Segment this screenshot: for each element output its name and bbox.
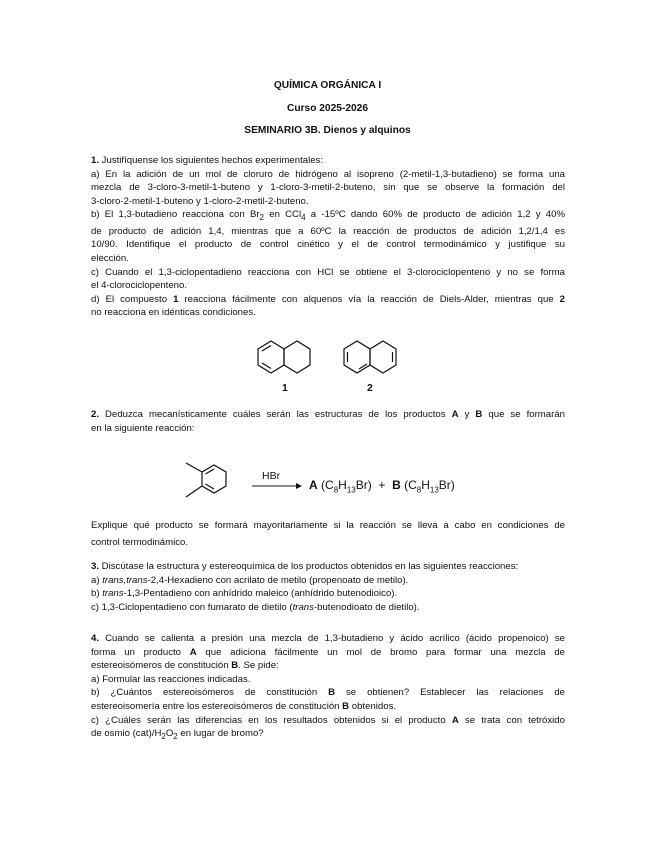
q2-text2: que se formarán [482,409,565,420]
q4-number: 4. [91,633,100,644]
q4-b-line1 [91,686,565,700]
question-3 [91,560,565,614]
q4-l2-post: que adiciona fácilmente un mol de bromo para formar una mezcla de [196,646,565,658]
q4-c2-pre: de osmio (cat)/H [91,728,162,740]
q1-c-line1: c) Cuando el 1,3-ciclopentadieno reacciona con HCl se obtiene el 3-clorociclopenteno y no se forma [91,266,565,278]
q1-a-line3: 3-cloro-2-metil-1-buteno y 1-cloro-2-metil-2-buteno. [91,195,309,207]
q4-l2-pre: forma un producto [91,646,190,658]
q4-b2-B: B [342,700,350,712]
q2-y: y [458,409,476,420]
q1-b-text: b) El 1,3-butadieno reacciona con Br [91,209,260,221]
q4-c-post: se trata con tetróxido [458,714,565,726]
q3-b-pre: b) [91,588,103,600]
q4-b2-pre: estereoisomería entre los estereoisómeros de constitución [91,700,343,712]
product-B-c-count: 8 [416,485,422,495]
q1-b-line4: elección. [91,253,129,265]
q2-B: B [475,409,483,420]
products-line [309,478,455,494]
product-A-formula-start: (C [321,478,334,492]
q1-b-sub2: 4 [301,213,306,223]
q2-text: Deduzca mecanísticamente cuáles serán las estructuras de los productos [99,409,452,420]
reagent-label: HBr [262,470,281,482]
product-A-formula-end: Br) [355,478,372,492]
q2-explain-line1: Explique qué producto se formará mayoritariamente si la reacción se lleva a cabo en condiciones de [91,520,565,531]
seminar-title: SEMINARIO 3B. Dienos y alquinos [244,125,411,136]
q3-c-italic: trans [292,601,314,613]
q1-d-text: d) El compuesto [91,293,174,305]
q3-c-pre: c) 1,3-Ciclopentadieno con fumarato de dietilo ( [91,601,293,613]
product-A-h: H [338,478,347,492]
reactant-diene-structure [180,460,240,510]
q1-d-bold1: 1 [173,293,179,305]
q1-intro: Justifíquense los siguientes hechos experimentales: [99,155,323,166]
q3-a [91,574,565,588]
q1-a-line1: a) En la adición de un mol de cloruro de hidrógeno al isopreno (2-metil-1,3-butadieno) se forma una [91,168,565,180]
q2-explain-line2: control termodinámico. [91,537,189,548]
molecule-2-structure [336,337,406,381]
q4-c2-sub2: 2 [173,732,178,742]
q3-b-italic: trans [102,588,124,600]
q1-b-sub: 2 [259,213,264,223]
q4-l3-post: . Se pide: [238,660,279,672]
q1-number: 1. [91,155,100,166]
q3-c [91,601,565,615]
product-B-formula-start: (C [404,478,417,492]
product-A-label: A [309,478,318,492]
q1-b-text3: a -15ºC dando 60% de producto de adición 1,2 y 40% [305,209,566,221]
molecule-1-structure [250,337,320,381]
q3-c-post: -butenodioato de dietilo). [313,601,420,613]
question-2 [91,408,565,435]
q4-b2-post: obtenidos. [349,700,397,712]
q4-l3-pre: estereoisómeros de constitución [91,660,232,672]
q1-b-line3: 10/90. Identifique el producto de control cinético y el de control termodinámico y justifique su [91,239,565,251]
q3-number: 3. [91,561,100,572]
q4-c2-post: en lugar de bromo? [177,728,264,740]
q2-A: A [451,409,459,420]
course-year: Curso 2025-2026 [287,103,368,114]
q4-c-line2 [91,727,565,744]
reaction-arrow [252,481,302,491]
q3-intro: Discútase la estructura y estereoquímica de los productos obtenidos en las siguientes reacciones: [99,561,519,572]
q4-c2-sub1: 2 [161,732,166,742]
product-B-formula-end: Br) [438,478,455,492]
q4-l2-A: A [189,646,197,658]
q2-line1 [91,408,565,422]
q3-a-post: -2,4-Hexadieno con acrilato de metilo (propenoato de metilo). [147,574,409,586]
q4-b-pre: b) ¿Cuántos estereoisómeros de constitución [91,687,329,699]
q1-b-line2: de producto de adición 1,4, mientras que a 60ºC la reacción de productos de adición 1,2/1,4 es [91,225,565,237]
question-1 [91,154,565,320]
document-title: QUÍMICA ORGÁNICA I [273,80,382,91]
q1-intro-line [91,154,565,168]
q3-a-italic: trans,trans [102,574,148,586]
q1-d-text2: reacciona fácilmente con alquenos vía la reacción de Diels-Alder, mientras que [178,293,560,305]
product-B-h: H [421,478,430,492]
molecule-2-label: 2 [367,382,373,394]
q4-b-B: B [328,687,336,699]
q4-c-pre: c) ¿Cuáles serán las diferencias en los resultados obtenidos si el producto [91,714,452,726]
q1-a-line2: mezcla de 3-cloro-3-metil-1-buteno y 1-cloro-3-metil-2-buteno, sin que se observe la formación del [91,182,565,194]
q4-c-line1 [91,714,565,728]
q3-intro-line [91,560,565,574]
q1-d-bold2: 2 [559,293,565,305]
q4-a: a) Formular las reacciones indicadas. [91,673,251,685]
q3-b-post: -1,3-Pentadieno con anhídrido maleico (anhídrido butenodioico). [123,588,398,600]
q1-d-line1 [91,293,565,307]
q4-line3 [91,659,565,673]
q3-a-pre: a) [91,574,103,586]
question-2-explanation [91,517,565,551]
q2-number: 2. [91,409,100,420]
product-A-c-count: 8 [333,485,339,495]
product-B-h-count: 13 [429,485,439,495]
q4-line2 [91,646,565,660]
product-A-h-count: 13 [346,485,356,495]
q1-c-line2: el 4-clorociclopenteno. [91,280,187,292]
molecule-1-label: 1 [282,382,288,394]
q4-l3-B: B [231,660,239,672]
plus-sign: + [378,478,386,492]
q4-c2-mid: O [165,728,174,740]
q4-line1-text: Cuando se calienta a presión una mezcla de 1,3-butadieno y ácido acrílico (ácido propenoico) se [99,633,565,644]
q1-d-line2: no reacciona en idénticas condiciones. [91,307,256,319]
q1-b-text2: en CCl [264,209,302,221]
q4-c-A: A [451,714,459,726]
product-B-label: B [392,478,401,492]
q4-line1 [91,632,565,646]
question-4 [91,632,565,744]
q2-line2: en la siguiente reacción: [91,422,195,434]
q4-b-line2 [91,700,565,714]
q4-b-post: se obtienen? Establecer las relaciones de [335,687,565,699]
q3-b [91,587,565,601]
q1-b-line1 [91,208,565,225]
